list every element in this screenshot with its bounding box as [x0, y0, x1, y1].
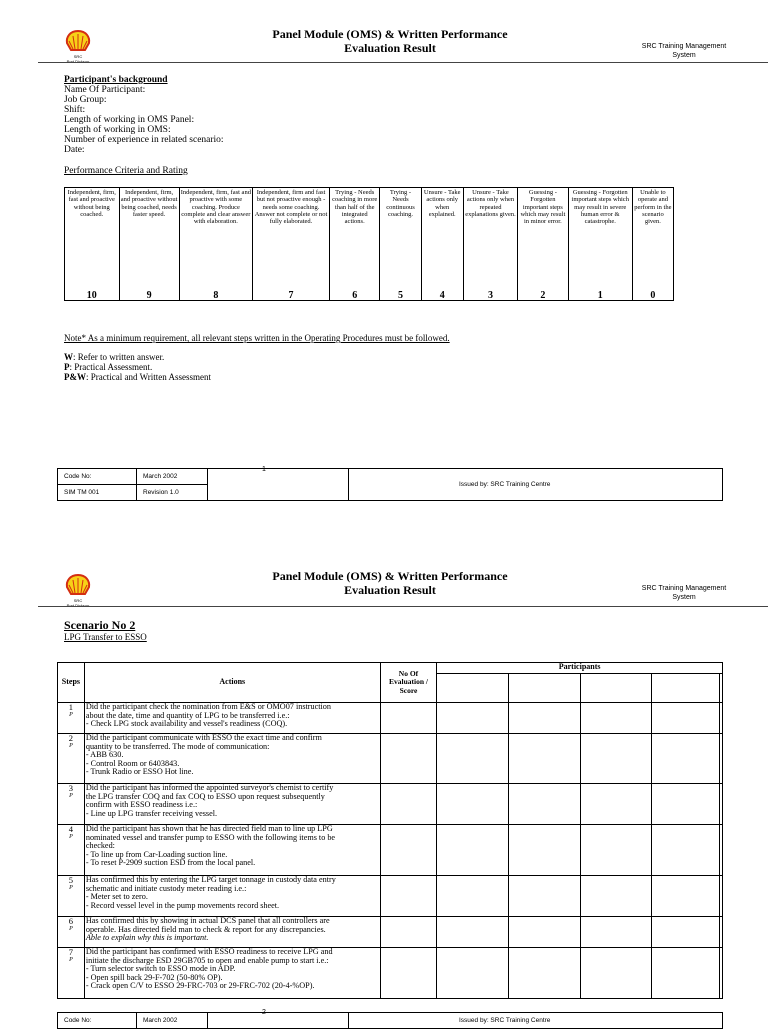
action-line: - Crack open C/V to ESSO 29-FRC-703 or 29-FRC-702 (20-4-%OP).: [85, 981, 315, 991]
legend-item: [64, 352, 211, 362]
legend-key: W: [64, 352, 73, 362]
action-line: Has confirmed this by showing in actual DCS panel that all controllers are: [85, 916, 330, 925]
score-cell[interactable]: [380, 948, 437, 999]
rating-text: Independent, firm, and proactive without being coached, needs faster speed.: [120, 189, 178, 218]
step-number: [58, 917, 85, 948]
rating-text: Trying - Needs coaching in more than half of the integrated actions.: [332, 189, 378, 226]
system-name: [624, 42, 744, 60]
step-action: [84, 734, 380, 784]
rating-score: 2: [540, 289, 546, 301]
system-line: System: [672, 52, 696, 59]
participant-column: [581, 674, 652, 703]
page-footer: [57, 468, 723, 501]
requirement-note: Note* As a minimum requirement, all relevant steps written in the Operating Procedures must be followed.: [64, 333, 450, 343]
action-line: - Control Room or 6403843.: [85, 758, 180, 768]
step-number: [58, 734, 85, 784]
rating-text: Trying - Needs continuous coaching.: [386, 189, 415, 218]
action-line: Did the participant has informed the appointed surveyor's chemist to certify: [85, 783, 334, 792]
participant-cell[interactable]: [437, 917, 508, 948]
rating-text: Unable to operate and perform in the scenario given.: [634, 189, 672, 226]
shell-pecten-icon: [65, 30, 91, 54]
action-line: about the date, time and quantity of LPG to be transferred i.e.:: [85, 710, 290, 720]
action-line: - Check LPG stock availability and vessel's readiness (COQ).: [85, 719, 288, 729]
participant-cell[interactable]: [720, 734, 723, 784]
rating-score: 7: [288, 289, 294, 301]
rating-cell: [65, 188, 120, 301]
rating-cell: [179, 188, 252, 301]
footer-blank: [208, 1013, 349, 1029]
criteria-heading: Performance Criteria and Rating: [64, 166, 188, 176]
action-line: Did the participant communicate with ESSO the exact time and confirm: [85, 733, 322, 742]
page-number: 2: [262, 1009, 266, 1016]
action-line: Has confirmed this by entering the LPG target tonnage in custody data entry: [85, 875, 336, 884]
shell-logo: [58, 574, 98, 608]
step-row: [58, 784, 723, 825]
step-number: [58, 703, 85, 734]
action-line: - ABB 630.: [85, 750, 124, 760]
rating-row: [65, 188, 674, 301]
rating-text: Unsure - Take actions only when repeated explanations given.: [465, 189, 516, 218]
action-line: Did the participant check the nomination from E&S or OMO07 instruction: [85, 702, 331, 711]
page-number: 1: [262, 466, 266, 473]
title-line: Panel Module (OMS) & Written Performance: [272, 27, 508, 41]
rating-score: 1: [597, 289, 603, 301]
participant-cell[interactable]: [652, 876, 720, 917]
rating-cell: [421, 188, 463, 301]
score-cell[interactable]: [380, 784, 437, 825]
field-label: Length of working in OMS:: [64, 125, 171, 135]
steps-header: Steps: [58, 663, 85, 703]
participant-cell[interactable]: [652, 825, 720, 876]
system-line: SRC Training Management: [641, 43, 727, 50]
rating-score: 8: [213, 289, 219, 301]
rating-table: [64, 187, 674, 301]
rating-cell: [463, 188, 517, 301]
logo-caption: Port Dickson: [66, 603, 90, 608]
step-action: [84, 825, 380, 876]
participant-cell[interactable]: [508, 784, 580, 825]
title-line: Panel Module (OMS) & Written Performance: [272, 569, 508, 583]
action-line: quantity to be transferred. The mode of communication:: [85, 741, 270, 751]
participant-cell[interactable]: [581, 703, 652, 734]
rating-cell: [253, 188, 330, 301]
rating-text: Guessing - Forgotten important steps which may result in severe human error & catastrophe.: [571, 189, 629, 226]
participant-cell[interactable]: [437, 876, 508, 917]
step-type: P: [69, 711, 73, 718]
field-label: Shift:: [64, 105, 86, 115]
participant-cell[interactable]: [581, 876, 652, 917]
field-label: Date:: [64, 145, 85, 155]
legend: [64, 352, 211, 382]
participant-cell[interactable]: [652, 703, 720, 734]
participant-column: [720, 674, 723, 703]
participant-cell[interactable]: [508, 948, 580, 999]
step-no: 4: [68, 824, 74, 834]
rating-score: 4: [439, 289, 445, 301]
participant-column: [508, 674, 580, 703]
rating-cell: [568, 188, 632, 301]
step-action: [84, 948, 380, 999]
participant-cell[interactable]: [581, 917, 652, 948]
step-no: 6: [68, 916, 74, 926]
participant-cell[interactable]: [720, 876, 723, 917]
step-number: [58, 825, 85, 876]
action-line: Did the participant has shown that he has directed field man to line up LPG: [85, 824, 333, 833]
step-type: P: [69, 833, 73, 840]
legend-key: P: [64, 362, 70, 372]
step-type: P: [69, 742, 73, 749]
page-footer: [57, 1012, 723, 1029]
participant-cell[interactable]: [437, 734, 508, 784]
system-line: System: [672, 594, 696, 601]
action-line: - Trunk Radio or ESSO Hot line.: [85, 767, 194, 777]
rating-cell: [380, 188, 421, 301]
participant-cell[interactable]: [581, 784, 652, 825]
rating-score: 5: [397, 289, 403, 301]
step-type: P: [69, 792, 73, 799]
system-line: SRC Training Management: [641, 585, 727, 592]
action-line: - Open spill back 29-F-702 (50-80% OP).: [85, 972, 223, 982]
score-cell[interactable]: [380, 734, 437, 784]
participant-cell[interactable]: [652, 948, 720, 999]
action-line: - Turn selector switch to ESSO mode in ADP.: [85, 964, 236, 974]
action-line: - To line up from Car-Loading suction line.: [85, 849, 228, 859]
section-heading: Participant's background: [64, 75, 168, 85]
participant-cell[interactable]: [437, 948, 508, 999]
participant-cell[interactable]: [437, 703, 508, 734]
action-line: - Line up LPG transfer receiving vessel.: [85, 808, 218, 818]
footer-issued-by: Issued by: SRC Training Centre: [349, 469, 723, 501]
action-line: initiate the discharge ESD 29GB705 to open and enable pump to start i.e.:: [85, 955, 329, 965]
logo-caption: Port Dickson: [66, 59, 90, 64]
step-type: P: [69, 925, 73, 932]
score-cell[interactable]: [380, 917, 437, 948]
footer-code-label: Code No:: [58, 1013, 137, 1029]
step-row: [58, 917, 723, 948]
logo-caption: SRC: [73, 54, 83, 59]
participant-cell[interactable]: [652, 917, 720, 948]
rating-text: Independent, firm, fast and proactive with some coaching. Produce complete and clear answer with elaboration.: [180, 189, 251, 226]
participant-column: [652, 674, 720, 703]
step-number: [58, 876, 85, 917]
footer-code-label: Code No:: [58, 469, 137, 485]
header-divider: [38, 62, 768, 63]
action-line: nominated vessel and transfer pump to ESSO with the following items to be: [85, 832, 336, 842]
step-action: [84, 917, 380, 948]
title-line: Evaluation Result: [344, 41, 436, 55]
participant-cell[interactable]: [508, 734, 580, 784]
step-no: 5: [68, 875, 74, 885]
legend-text: : Practical and Written Assessment: [86, 372, 211, 382]
scenario-subtitle: LPG Transfer to ESSO: [64, 632, 147, 642]
step-no: 3: [68, 783, 74, 793]
step-action: [84, 703, 380, 734]
step-action: [84, 784, 380, 825]
footer-code-value: SIM TM 001: [58, 485, 137, 501]
footer-revision: Revision 1.0: [137, 485, 208, 501]
participant-cell[interactable]: [581, 734, 652, 784]
step-row: [58, 825, 723, 876]
step-type: P: [69, 884, 73, 891]
action-note: Able to explain why this is important.: [85, 933, 209, 943]
rating-cell: [119, 188, 179, 301]
rating-text: Independent, firm, fast and proactive without being coached.: [67, 189, 116, 218]
score-cell[interactable]: [380, 876, 437, 917]
participant-cell[interactable]: [508, 917, 580, 948]
page-title: [200, 569, 580, 597]
page-title: [200, 27, 580, 55]
action-line: - Record vessel level in the pump movements record sheet.: [85, 900, 280, 910]
action-line: - Meter set to zero.: [85, 892, 148, 902]
action-line: schematic and initiate custody meter reading i.e.:: [85, 883, 247, 893]
score-cell[interactable]: [380, 703, 437, 734]
score-cell[interactable]: [380, 825, 437, 876]
system-name: [624, 584, 744, 602]
field-label: Length of working in OMS Panel:: [64, 115, 195, 125]
legend-text: : Practical Assessment.: [69, 362, 153, 372]
participant-cell[interactable]: [437, 784, 508, 825]
participant-cell[interactable]: [720, 917, 723, 948]
footer-date: March 2002: [137, 469, 208, 485]
rating-score: 6: [352, 289, 358, 301]
step-no: 7: [68, 947, 74, 957]
rating-score: 9: [146, 289, 152, 301]
footer-issued-by: Issued by: SRC Training Centre: [349, 1013, 723, 1029]
participant-cell[interactable]: [508, 876, 580, 917]
participant-cell[interactable]: [652, 734, 720, 784]
logo-caption: SRC: [73, 598, 83, 603]
participant-cell[interactable]: [581, 948, 652, 999]
action-line: - To reset P-2909 suction ESD from the local panel.: [85, 858, 256, 868]
action-line: the LPG transfer COQ and fax COQ to ESSO upon request subsequently: [85, 791, 325, 801]
step-no: 2: [68, 733, 74, 743]
rating-score: 3: [487, 289, 493, 301]
participant-cell[interactable]: [720, 825, 723, 876]
step-action: [84, 876, 380, 917]
footer-date: March 2002: [137, 1013, 208, 1029]
scenario-steps-table: [57, 662, 723, 999]
title-line: Evaluation Result: [344, 583, 436, 597]
participant-column: [437, 674, 508, 703]
shell-pecten-icon: [65, 574, 91, 598]
field-label: Number of experience in related scenario:: [64, 135, 224, 145]
step-type: P: [69, 956, 73, 963]
field-label: Name Of Participant:: [64, 85, 146, 95]
scenario-title: Scenario No 2: [64, 618, 136, 632]
participant-background: [64, 75, 224, 155]
legend-item: [64, 362, 211, 372]
rating-text: Guessing - Forgotten important steps which may result in minor error.: [520, 189, 566, 226]
step-no: 1: [68, 702, 74, 712]
rating-text: Unsure - Take actions only when explained.: [423, 189, 461, 218]
participants-header: Participants: [437, 663, 723, 674]
field-label: Job Group:: [64, 95, 107, 105]
rating-cell: [329, 188, 379, 301]
rating-cell: [632, 188, 673, 301]
step-row: [58, 876, 723, 917]
step-number: [58, 784, 85, 825]
participant-cell[interactable]: [508, 703, 580, 734]
rating-score: 10: [86, 289, 97, 301]
step-row: [58, 734, 723, 784]
participant-cell[interactable]: [581, 825, 652, 876]
actions-header: Actions: [84, 663, 380, 703]
participant-cell[interactable]: [437, 825, 508, 876]
legend-key: P&W: [64, 372, 86, 382]
header-divider: [38, 606, 768, 607]
rating-text: Independent, firm and fast but not proactive enough - needs some coaching. Answer not complete or not fully elaborated.: [254, 189, 328, 226]
participant-cell[interactable]: [720, 948, 723, 999]
action-line: confirm with ESSO readiness i.e.:: [85, 800, 198, 810]
participant-cell[interactable]: [720, 703, 723, 734]
shell-logo: [58, 30, 98, 64]
footer-blank: [208, 469, 349, 501]
step-row: [58, 703, 723, 734]
action-line: operable. Has directed field man to check & report for any discrepancies.: [85, 924, 326, 934]
action-line: Did the participant has confirmed with ESSO readiness to receive LPG and: [85, 947, 333, 956]
rating-cell: [518, 188, 569, 301]
legend-item: [64, 372, 211, 382]
rating-score: 0: [650, 289, 656, 301]
participant-cell[interactable]: [508, 825, 580, 876]
legend-text: : Refer to written answer.: [73, 352, 165, 362]
step-number: [58, 948, 85, 999]
step-row: [58, 948, 723, 999]
evaluation-header: No Of Evaluation / Score: [380, 663, 437, 703]
action-line: checked:: [85, 841, 115, 851]
participant-cell[interactable]: [720, 784, 723, 825]
participant-cell[interactable]: [652, 784, 720, 825]
